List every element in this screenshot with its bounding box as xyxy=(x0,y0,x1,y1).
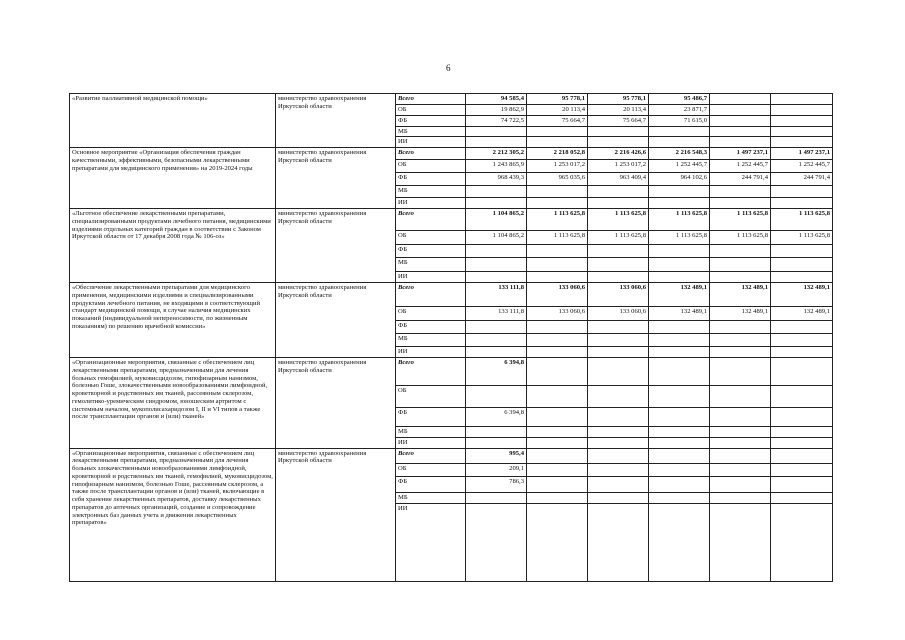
funding-source: МБ xyxy=(396,492,466,503)
amount-cell xyxy=(466,503,527,581)
program-name: «Обеспечение лекарственными препаратами для медицинского применения, медицинскими изделиями и специализированными продуктами лечебного питания, не входящими в соответствующий стандарт медицинской помощи, в случае наличия медицинских показаний (индивидуальной непереносимости, по жизненным показаниям) по решению врачебной комиссии» xyxy=(70,283,276,358)
funding-source: ИИ xyxy=(396,272,466,283)
amount-cell xyxy=(710,386,771,408)
funding-source: ИИ xyxy=(396,437,466,448)
amount-cell xyxy=(649,137,710,148)
amount-cell xyxy=(710,492,771,503)
amount-cell: 75 664,7 xyxy=(527,115,588,126)
amount-cell: 23 871,7 xyxy=(649,105,710,116)
amount-cell xyxy=(649,198,710,209)
amount-cell: 132 489,1 xyxy=(771,307,833,321)
amount-cell xyxy=(466,258,527,272)
funding-source: МБ xyxy=(396,126,466,137)
funding-source: МБ xyxy=(396,186,466,198)
funding-source: Всего xyxy=(396,148,466,160)
amount-cell: 2 216 548,3 xyxy=(649,148,710,160)
amount-cell xyxy=(649,463,710,476)
amount-cell xyxy=(527,358,588,386)
amount-cell xyxy=(771,476,833,492)
amount-cell xyxy=(710,245,771,258)
amount-cell xyxy=(588,503,649,581)
amount-cell xyxy=(771,334,833,347)
amount-cell xyxy=(588,186,649,198)
amount-cell: 963 409,4 xyxy=(588,173,649,186)
amount-cell xyxy=(649,386,710,408)
amount-cell xyxy=(710,94,771,105)
amount-cell: 1 113 625,8 xyxy=(527,231,588,245)
table-row xyxy=(70,94,833,105)
table-row xyxy=(70,448,833,463)
amount-cell xyxy=(771,94,833,105)
amount-cell: 95 778,1 xyxy=(588,94,649,105)
amount-cell xyxy=(588,463,649,476)
amount-cell: 133 111,8 xyxy=(466,283,527,307)
budget-table xyxy=(69,93,833,582)
amount-cell xyxy=(771,492,833,503)
amount-cell xyxy=(649,408,710,427)
program-name: «Льготное обеспечение лекарственными препаратами, специализированными продуктами лечебного питания, медицинскими изделиями отдельных категорий граждан в соответствии с Законом Иркутской области от 17 декабря 2008 года № 106-оз» xyxy=(70,209,276,283)
amount-cell xyxy=(771,137,833,148)
amount-cell: 1 497 237,1 xyxy=(771,148,833,160)
amount-cell: 133 060,6 xyxy=(527,283,588,307)
amount-cell: 968 439,3 xyxy=(466,173,527,186)
program-name: «Организационные мероприятия, связанные с обеспечением лиц лекарственными препаратами, предназначенными для лечения больных гемофилией, муковисцидозом, гипофизарным нанизмом, болезнью Гоше, злокачественными новообразованиями лимфоидной, кроветворной и родственных им тканей, рассеянным склерозом, гемолитико-уремическим синдромом, юношеским артритом с системным началом, мукополисахаридозом I, II и VI типов а также после трансплантации органов и (или) тканей» xyxy=(70,358,276,449)
funding-source: ОБ xyxy=(396,105,466,116)
amount-cell xyxy=(527,503,588,581)
amount-cell: 1 104 865,2 xyxy=(466,231,527,245)
amount-cell: 1 113 625,8 xyxy=(527,209,588,231)
program-name: Основное мероприятие «Организация обеспечения граждан качественными, эффективными, безопасными лекарственными препаратами для медицинского применения» на 2019-2024 годы xyxy=(70,148,276,209)
funding-source: ФБ xyxy=(396,173,466,186)
amount-cell xyxy=(771,347,833,358)
amount-cell xyxy=(649,492,710,503)
amount-cell xyxy=(710,115,771,126)
amount-cell: 2 212 305,2 xyxy=(466,148,527,160)
amount-cell: 2 218 052,8 xyxy=(527,148,588,160)
amount-cell xyxy=(466,386,527,408)
amount-cell: 1 113 625,8 xyxy=(649,231,710,245)
amount-cell xyxy=(588,258,649,272)
amount-cell: 133 111,8 xyxy=(466,307,527,321)
amount-cell xyxy=(649,503,710,581)
amount-cell xyxy=(771,503,833,581)
amount-cell: 1 113 625,8 xyxy=(771,209,833,231)
amount-cell: 74 722,5 xyxy=(466,115,527,126)
amount-cell: 133 060,6 xyxy=(588,307,649,321)
amount-cell xyxy=(466,186,527,198)
amount-cell xyxy=(710,186,771,198)
amount-cell xyxy=(771,115,833,126)
amount-cell xyxy=(588,448,649,463)
amount-cell xyxy=(588,476,649,492)
amount-cell: 133 060,6 xyxy=(527,307,588,321)
amount-cell: 132 489,1 xyxy=(710,307,771,321)
amount-cell xyxy=(649,321,710,334)
funding-source: ФБ xyxy=(396,115,466,126)
funding-source: ИИ xyxy=(396,347,466,358)
amount-cell xyxy=(710,463,771,476)
funding-source: ФБ xyxy=(396,408,466,427)
amount-cell xyxy=(588,408,649,427)
amount-cell xyxy=(649,186,710,198)
amount-cell: 786,3 xyxy=(466,476,527,492)
amount-cell: 6 394,8 xyxy=(466,408,527,427)
amount-cell xyxy=(649,476,710,492)
table-row xyxy=(70,283,833,307)
amount-cell xyxy=(588,427,649,438)
amount-cell xyxy=(710,448,771,463)
executor: министерство здравоохранения Иркутской области xyxy=(276,448,396,581)
amount-cell xyxy=(588,358,649,386)
amount-cell: 1 113 625,8 xyxy=(588,209,649,231)
amount-cell: 6 394,8 xyxy=(466,358,527,386)
amount-cell xyxy=(466,321,527,334)
amount-cell xyxy=(710,321,771,334)
amount-cell xyxy=(588,245,649,258)
amount-cell xyxy=(527,198,588,209)
amount-cell xyxy=(771,198,833,209)
amount-cell xyxy=(771,408,833,427)
amount-cell xyxy=(771,272,833,283)
amount-cell xyxy=(710,198,771,209)
amount-cell xyxy=(588,137,649,148)
funding-source: ИИ xyxy=(396,137,466,148)
amount-cell xyxy=(466,198,527,209)
amount-cell xyxy=(527,272,588,283)
amount-cell: 1 113 625,8 xyxy=(649,209,710,231)
amount-cell xyxy=(771,126,833,137)
amount-cell xyxy=(771,105,833,116)
amount-cell: 71 615,0 xyxy=(649,115,710,126)
amount-cell: 94 585,4 xyxy=(466,94,527,105)
table-body xyxy=(70,94,833,582)
amount-cell xyxy=(588,321,649,334)
executor: министерство здравоохранения Иркутской области xyxy=(276,283,396,358)
amount-cell: 19 862,9 xyxy=(466,105,527,116)
amount-cell xyxy=(527,408,588,427)
table-row xyxy=(70,358,833,386)
amount-cell xyxy=(771,437,833,448)
amount-cell xyxy=(710,258,771,272)
amount-cell xyxy=(466,437,527,448)
amount-cell xyxy=(649,427,710,438)
amount-cell xyxy=(710,272,771,283)
amount-cell xyxy=(710,126,771,137)
funding-source: ОБ xyxy=(396,386,466,408)
amount-cell xyxy=(527,476,588,492)
amount-cell: 1 243 865,9 xyxy=(466,160,527,173)
amount-cell xyxy=(771,463,833,476)
amount-cell xyxy=(649,448,710,463)
funding-source: Всего xyxy=(396,283,466,307)
amount-cell xyxy=(771,386,833,408)
amount-cell: 20 113,4 xyxy=(588,105,649,116)
funding-source: ФБ xyxy=(396,476,466,492)
amount-cell xyxy=(649,272,710,283)
amount-cell xyxy=(771,321,833,334)
amount-cell xyxy=(710,427,771,438)
amount-cell xyxy=(527,386,588,408)
amount-cell xyxy=(588,334,649,347)
funding-source: Всего xyxy=(396,448,466,463)
amount-cell xyxy=(710,334,771,347)
amount-cell: 1 497 237,1 xyxy=(710,148,771,160)
amount-cell: 1 252 445,7 xyxy=(649,160,710,173)
amount-cell xyxy=(588,386,649,408)
amount-cell xyxy=(466,272,527,283)
program-name: «Развитие паллиативной медицинской помощи» xyxy=(70,94,276,148)
amount-cell xyxy=(649,347,710,358)
amount-cell xyxy=(527,245,588,258)
funding-source: МБ xyxy=(396,334,466,347)
amount-cell: 95 778,1 xyxy=(527,94,588,105)
amount-cell xyxy=(771,245,833,258)
amount-cell xyxy=(649,258,710,272)
amount-cell xyxy=(527,258,588,272)
funding-source: ОБ xyxy=(396,463,466,476)
amount-cell xyxy=(710,358,771,386)
amount-cell xyxy=(466,427,527,438)
funding-source: ОБ xyxy=(396,231,466,245)
amount-cell xyxy=(771,186,833,198)
amount-cell xyxy=(588,492,649,503)
amount-cell xyxy=(771,448,833,463)
amount-cell xyxy=(527,186,588,198)
amount-cell: 1 104 865,2 xyxy=(466,209,527,231)
amount-cell xyxy=(649,358,710,386)
amount-cell: 132 489,1 xyxy=(649,307,710,321)
amount-cell: 132 489,1 xyxy=(771,283,833,307)
amount-cell xyxy=(710,437,771,448)
amount-cell xyxy=(466,245,527,258)
amount-cell xyxy=(588,198,649,209)
funding-source: Всего xyxy=(396,209,466,231)
amount-cell: 75 664,7 xyxy=(588,115,649,126)
amount-cell xyxy=(527,321,588,334)
amount-cell xyxy=(466,334,527,347)
amount-cell xyxy=(527,463,588,476)
funding-source: МБ xyxy=(396,427,466,438)
amount-cell xyxy=(588,437,649,448)
amount-cell: 965 035,6 xyxy=(527,173,588,186)
amount-cell xyxy=(527,126,588,137)
funding-source: ФБ xyxy=(396,321,466,334)
amount-cell xyxy=(710,347,771,358)
amount-cell: 2 216 426,6 xyxy=(588,148,649,160)
amount-cell xyxy=(527,437,588,448)
table-row xyxy=(70,148,833,160)
executor: министерство здравоохранения Иркутской области xyxy=(276,358,396,449)
funding-source: ОБ xyxy=(396,160,466,173)
funding-source: ОБ xyxy=(396,307,466,321)
page-number: 6 xyxy=(446,63,451,73)
amount-cell: 133 060,6 xyxy=(588,283,649,307)
amount-cell xyxy=(466,137,527,148)
program-name: «Организационные мероприятия, связанные с обеспечением лиц лекарственными препаратами, предназначенными для лечения больных злокачественными новообразованиями лимфоидной, кроветворной и родственных им тканей, гемофилией, муковисцидозом, гипофизарным нанизмом, болезнью Гоше, рассеянным склерозом, а также после трансплантации органов и (или) тканей, включающие в себя хранение лекарственных препаратов, доставку лекарственных препаратов до аптечных организаций, создание и сопровождение электронных баз данных учета и движения лекарственных препаратов» xyxy=(70,448,276,581)
funding-source: Всего xyxy=(396,94,466,105)
amount-cell: 20 113,4 xyxy=(527,105,588,116)
amount-cell xyxy=(771,258,833,272)
amount-cell xyxy=(588,272,649,283)
executor: министерство здравоохранения Иркутской области xyxy=(276,209,396,283)
amount-cell xyxy=(710,408,771,427)
amount-cell xyxy=(771,358,833,386)
amount-cell xyxy=(588,126,649,137)
amount-cell xyxy=(649,437,710,448)
amount-cell xyxy=(527,347,588,358)
amount-cell: 95 486,7 xyxy=(649,94,710,105)
amount-cell: 244 791,4 xyxy=(771,173,833,186)
amount-cell xyxy=(527,137,588,148)
amount-cell: 964 102,6 xyxy=(649,173,710,186)
funding-source: МБ xyxy=(396,258,466,272)
amount-cell xyxy=(649,334,710,347)
amount-cell: 132 489,1 xyxy=(649,283,710,307)
amount-cell xyxy=(710,105,771,116)
amount-cell xyxy=(466,347,527,358)
amount-cell: 1 252 445,7 xyxy=(771,160,833,173)
amount-cell xyxy=(466,126,527,137)
amount-cell xyxy=(771,427,833,438)
amount-cell xyxy=(588,347,649,358)
funding-source: Всего xyxy=(396,358,466,386)
funding-source: ИИ xyxy=(396,198,466,209)
amount-cell xyxy=(649,126,710,137)
amount-cell: 244 791,4 xyxy=(710,173,771,186)
amount-cell xyxy=(527,427,588,438)
amount-cell: 209,1 xyxy=(466,463,527,476)
amount-cell xyxy=(649,245,710,258)
amount-cell: 1 113 625,8 xyxy=(588,231,649,245)
amount-cell xyxy=(710,503,771,581)
funding-source: ФБ xyxy=(396,245,466,258)
amount-cell xyxy=(710,137,771,148)
amount-cell: 1 252 445,7 xyxy=(710,160,771,173)
amount-cell xyxy=(527,492,588,503)
table-row xyxy=(70,209,833,231)
amount-cell: 132 489,1 xyxy=(710,283,771,307)
executor: министерство здравоохранения Иркутской области xyxy=(276,148,396,209)
funding-source: ИИ xyxy=(396,503,466,581)
executor: министерство здравоохранения Иркутской области xyxy=(276,94,396,148)
amount-cell: 1 253 017,2 xyxy=(588,160,649,173)
amount-cell: 995,4 xyxy=(466,448,527,463)
amount-cell xyxy=(527,334,588,347)
amount-cell xyxy=(466,492,527,503)
amount-cell: 1 113 625,8 xyxy=(771,231,833,245)
amount-cell: 1 113 625,8 xyxy=(710,209,771,231)
amount-cell: 1 113 625,8 xyxy=(710,231,771,245)
amount-cell: 1 253 017,2 xyxy=(527,160,588,173)
amount-cell xyxy=(527,448,588,463)
amount-cell xyxy=(710,476,771,492)
